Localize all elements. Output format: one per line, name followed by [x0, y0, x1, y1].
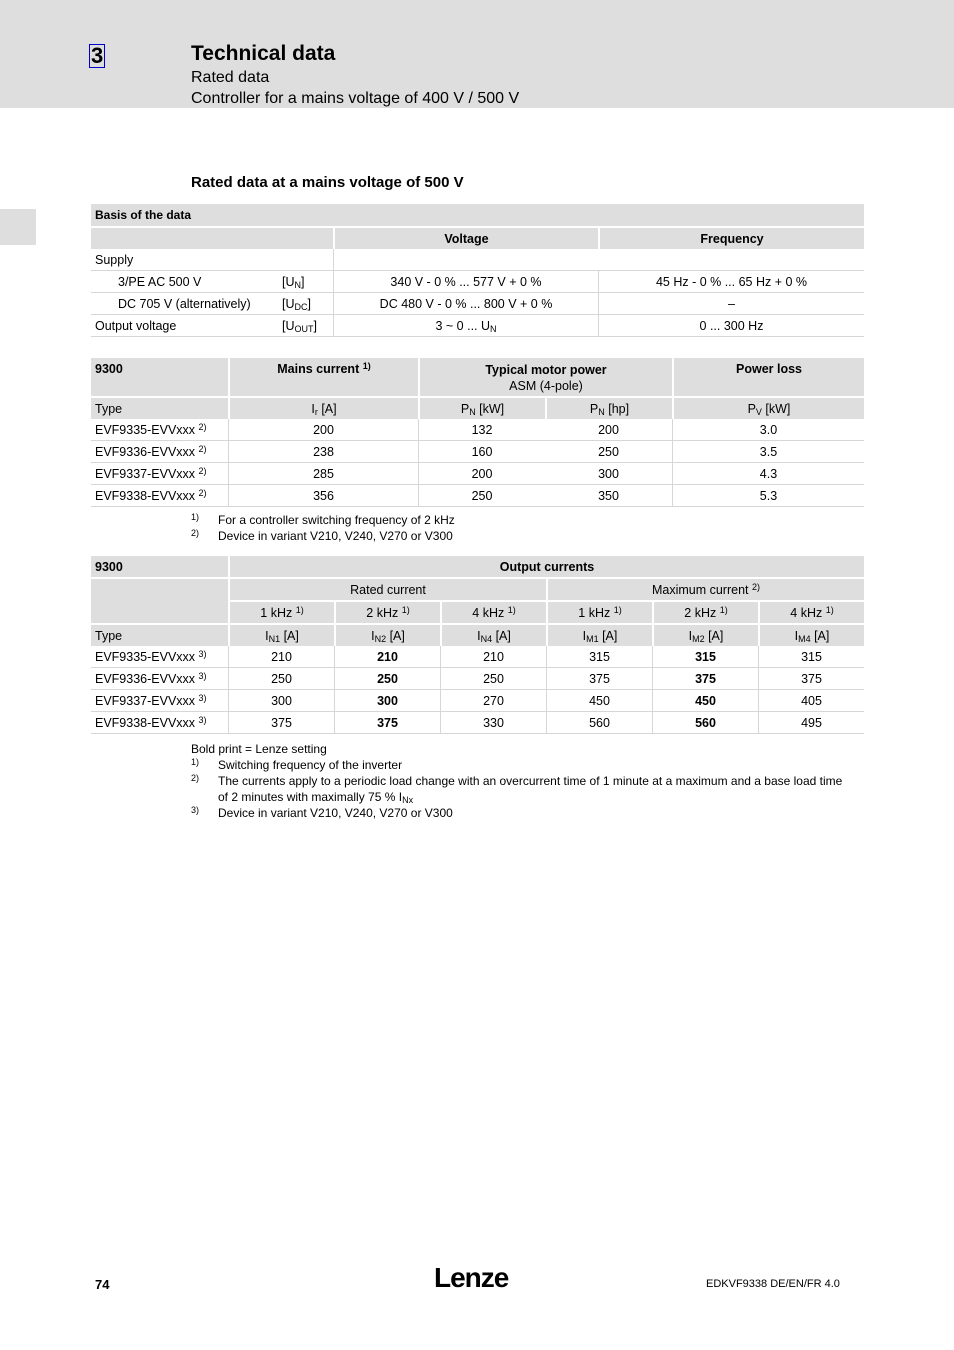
chapter-number[interactable]: 3: [91, 43, 104, 68]
row-label: DC 705 V (alternatively): [91, 293, 278, 315]
row-symbol: $[U_N]$: [278, 271, 333, 293]
table-row: [91, 646, 864, 668]
value-cell: 4.3: [672, 463, 864, 485]
value-cell: 330: [440, 712, 546, 734]
page-subtitle-2: Controller for a mains voltage of 400 V / 500 V: [191, 90, 520, 107]
footnote: 3) Device in variant V210, V240, V270 or V300: [191, 805, 453, 820]
value-cell: 210: [440, 646, 546, 668]
unit-header: $I_{N1}$ [A]: [228, 623, 334, 646]
freq-header: 2 kHz $^{1)}$: [334, 600, 440, 623]
row-label: 3/PE AC 500 V: [91, 271, 278, 293]
type-cell: EVF9335-EVVxxx $^{3)}$: [91, 646, 228, 668]
page-header: [0, 0, 954, 108]
voltage-value: 3 ~ 0 ... $U_N$: [333, 315, 598, 337]
type-label: Type: [91, 623, 228, 646]
value-cell: 356: [228, 485, 418, 507]
voltage-value: DC 480 V - 0 % ... 800 V + 0 %: [333, 293, 598, 315]
value-cell: 250: [418, 485, 545, 507]
value-cell: 250: [334, 668, 440, 690]
unit-pv: $P_V$ [kW]: [672, 396, 864, 419]
value-cell: 560: [652, 712, 758, 734]
supply-label: Supply: [91, 249, 333, 271]
value-cell: 315: [758, 646, 864, 668]
freq-header: 1 kHz $^{1)}$: [546, 600, 652, 623]
value-cell: 238: [228, 441, 418, 463]
value-cell: 250: [545, 441, 672, 463]
value-cell: 315: [652, 646, 758, 668]
col-voltage: Voltage: [333, 226, 598, 249]
table2-footnotes: [191, 512, 455, 544]
table-row: [91, 315, 864, 337]
value-cell: 375: [546, 668, 652, 690]
value-cell: 270: [440, 690, 546, 712]
footnote: 1) Switching frequency of the inverter: [191, 757, 403, 772]
freq-header: 2 kHz $^{1)}$: [652, 600, 758, 623]
value-cell: 285: [228, 463, 418, 485]
value-cell: 200: [545, 419, 672, 441]
unit-ir: $I_r$ [A]: [228, 396, 418, 419]
col-9300: 9300: [95, 362, 123, 376]
value-cell: 5.3: [672, 485, 864, 507]
page-title: Technical data: [191, 42, 336, 65]
table-row: [91, 441, 864, 463]
type-label: Type: [91, 396, 228, 419]
output-currents-table: [91, 556, 864, 734]
col-output-currents: Output currents: [228, 556, 864, 577]
value-cell: 315: [546, 646, 652, 668]
value-cell: 300: [334, 690, 440, 712]
basis-heading: Basis of the data: [95, 208, 192, 222]
empty-header-cell: [91, 226, 333, 249]
col-rated-current: Rated current: [228, 577, 546, 600]
supply-empty-2: [598, 249, 864, 271]
table-row: [91, 485, 864, 507]
value-cell: 450: [546, 690, 652, 712]
bold-print-note: Bold print = Lenze setting: [191, 742, 327, 756]
value-cell: 375: [228, 712, 334, 734]
frequency-value: 0 ... 300 Hz: [598, 315, 864, 337]
side-tab-marker: [0, 209, 36, 245]
footnote: 2) Device in variant V210, V240, V270 or V300: [191, 528, 453, 543]
lenze-logo: Lenze: [434, 1262, 509, 1293]
value-cell: 3.5: [672, 441, 864, 463]
freq-header: 4 kHz $^{1)}$: [440, 600, 546, 623]
section-title: Rated data at a mains voltage of 500 V: [191, 174, 464, 191]
unit-header: $I_{M4}$ [A]: [758, 623, 864, 646]
col-motor-power: Typical motor power ASM (4-pole): [418, 358, 672, 396]
page-subtitle-1: Rated data: [191, 69, 270, 86]
row-symbol: $[U_{DC}]$: [278, 293, 333, 315]
value-cell: 250: [440, 668, 546, 690]
row-symbol: $[U_{OUT}]$: [278, 315, 333, 337]
type-cell: EVF9335-EVVxxx $^{2)}$: [91, 419, 228, 441]
footnote: 2) The currents apply to a periodic load change with an overcurrent time of 1 minute at a maximum and a base load time of 2 minutes with maximally 75 % $I_{Nx}$: [191, 773, 843, 805]
type-cell: EVF9338-EVVxxx $^{2)}$: [91, 485, 228, 507]
freq-header: 1 kHz $^{1)}$: [228, 600, 334, 623]
table-row: [91, 271, 864, 293]
unit-pn-hp: $P_N$ [hp]: [545, 396, 672, 419]
value-cell: 200: [228, 419, 418, 441]
value-cell: 210: [228, 646, 334, 668]
unit-header: $I_{N4}$ [A]: [440, 623, 546, 646]
col-power-loss: Power loss: [672, 358, 864, 396]
mains-current-table: [91, 358, 864, 507]
value-cell: 350: [545, 485, 672, 507]
col-mains-current: Mains current $^{1)}$: [228, 358, 418, 396]
value-cell: 375: [758, 668, 864, 690]
unit-header: $I_{N2}$ [A]: [334, 623, 440, 646]
value-cell: 210: [334, 646, 440, 668]
table3-footnotes: [191, 741, 851, 821]
col-frequency: Frequency: [598, 226, 864, 249]
type-cell: EVF9336-EVVxxx $^{3)}$: [91, 668, 228, 690]
value-cell: 300: [545, 463, 672, 485]
type-cell: EVF9336-EVVxxx $^{2)}$: [91, 441, 228, 463]
basis-data-table: [91, 204, 864, 337]
value-cell: 200: [418, 463, 545, 485]
frequency-value: 45 Hz - 0 % ... 65 Hz + 0 %: [598, 271, 864, 293]
unit-pn-kw: $P_N$ [kW]: [418, 396, 545, 419]
value-cell: 560: [546, 712, 652, 734]
value-cell: 375: [334, 712, 440, 734]
value-cell: 160: [418, 441, 545, 463]
value-cell: 450: [652, 690, 758, 712]
page-number: 74: [95, 1277, 110, 1292]
type-cell: EVF9337-EVVxxx $^{3)}$: [91, 690, 228, 712]
type-cell: EVF9337-EVVxxx $^{2)}$: [91, 463, 228, 485]
frequency-value: –: [598, 293, 864, 315]
table-row: [91, 712, 864, 734]
value-cell: 300: [228, 690, 334, 712]
value-cell: 132: [418, 419, 545, 441]
value-cell: 495: [758, 712, 864, 734]
table-row: [91, 668, 864, 690]
freq-header: 4 kHz $^{1)}$: [758, 600, 864, 623]
value-cell: 3.0: [672, 419, 864, 441]
type-cell: EVF9338-EVVxxx $^{3)}$: [91, 712, 228, 734]
value-cell: 250: [228, 668, 334, 690]
footnote: 1) For a controller switching frequency of 2 kHz: [191, 512, 455, 527]
table-row: [91, 690, 864, 712]
unit-header: $I_{M2}$ [A]: [652, 623, 758, 646]
col-9300: 9300: [95, 559, 123, 574]
empty-header-cell: [91, 577, 228, 623]
unit-header: $I_{M1}$ [A]: [546, 623, 652, 646]
document-id: EDKVF9338 DE/EN/FR 4.0: [706, 1278, 840, 1290]
col-maximum-current: Maximum current $^{2)}$: [546, 577, 864, 600]
table-row: [91, 463, 864, 485]
value-cell: 375: [652, 668, 758, 690]
value-cell: 405: [758, 690, 864, 712]
supply-empty: [333, 249, 598, 271]
voltage-value: 340 V - 0 % ... 577 V + 0 %: [333, 271, 598, 293]
table-row: [91, 293, 864, 315]
table-row: [91, 419, 864, 441]
row-label: Output voltage: [91, 315, 278, 337]
